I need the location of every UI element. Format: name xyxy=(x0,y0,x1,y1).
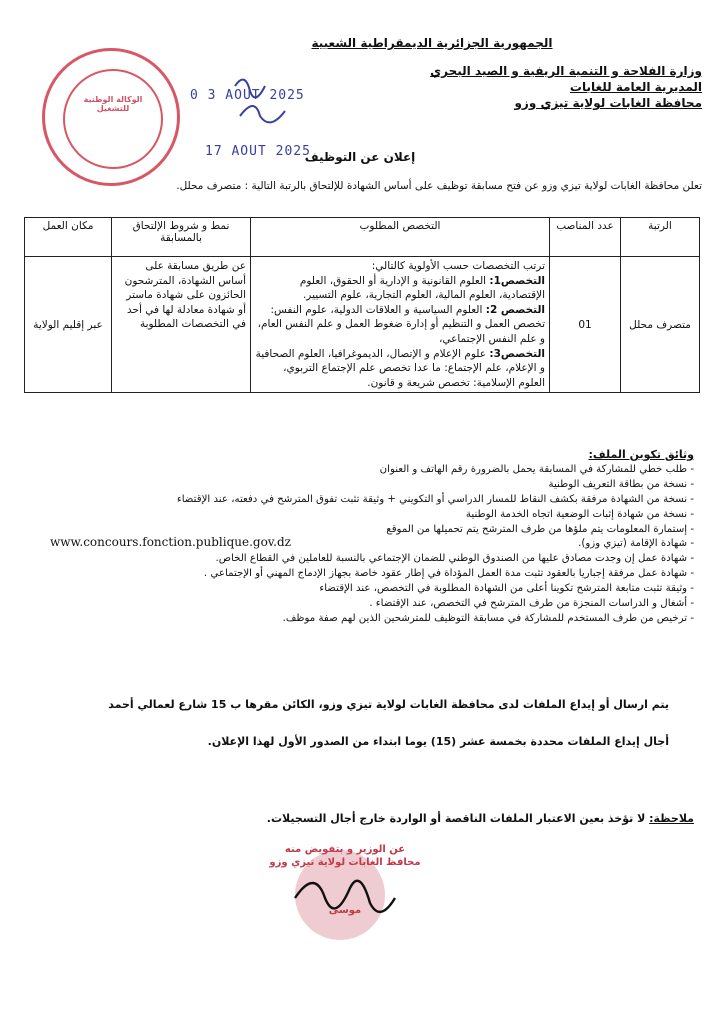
announcement-title: إعلان عن التوظيف xyxy=(304,150,416,164)
round-stamp-text: الوكالة الوطنية للتشغيل xyxy=(83,95,143,113)
spec1-text: العلوم القانونية و الإدارية أو الحقوق، العلوم الإقتصادية، العلوم المالية، العلوم التجارية، علوم التسيير. xyxy=(299,274,545,302)
round-stamp xyxy=(42,48,180,186)
documents-title: وثائق تكوين الملف: xyxy=(588,448,694,461)
spec-intro: ترتب التخصصات حسب الأولوية كالتالي: xyxy=(371,260,545,272)
spec1-label: التخصص1: xyxy=(489,274,545,287)
remark-text: لا تؤخذ بعين الاعتبار الملفات الناقصة أو الواردة خارج أجال التسجيلات. xyxy=(266,812,646,825)
cell-grade: متصرف محلل xyxy=(621,257,700,393)
deadline-notice: أجال إيداع الملفات محددة بخمسة عشر (15) يوما ابتداء من الصدور الأول لهذا الإعلان. xyxy=(207,735,669,748)
intro-paragraph: تعلن محافظة الغابات لولاية تيزي وزو عن فتح مسابقة توظيف على أساس الشهادة للإلتحاق بالرتبة التالية : متصرف محلل. xyxy=(176,180,702,192)
remark-label: ملاحظة: xyxy=(649,812,694,825)
col-conditions: نمط و شروط الإلتحاق بالمسابقة xyxy=(112,218,251,257)
spec3-text: علوم الإعلام و الإتصال، الديموغرافيا، العلوم الصحافية و الإعلام، علم الإجتماع: ما عدا تخصص علم الإجتماع التربوي، العلوم الإسلامية: تخصص شريعة و قانون. xyxy=(255,347,545,389)
ministry-name: وزارة الفلاحة و التنمية الريفية و الصيد البحري xyxy=(430,64,702,78)
table-row xyxy=(25,257,700,393)
round-stamp-inner-ring xyxy=(63,69,163,169)
list-item: - وثيقة تثبت متابعة المترشح تكوينا أعلى من الشهادة المطلوبة في التخصص، عند الإقتضاء xyxy=(319,583,694,595)
col-workplace: مكان العمل xyxy=(25,218,112,257)
col-grade: الرتبة xyxy=(621,218,700,257)
conservation-name: محافظة الغابات لولاية تيزي وزو xyxy=(514,96,702,110)
list-item: - نسخة من الشهادة مرفقة بكشف النقاط للمسار الدراسي أو التكويني + وثيقة تثبت تفوق المترشح في دفعته، عند الإقتضاء xyxy=(176,493,694,505)
spec2-text: العلوم السياسية و العلاقات الدولية، علوم النفس: تخصص العمل و التنظيم أو إدارة ضغوط العمل و علم النفس العام، و علم النفس الإجتماعي، xyxy=(257,303,545,345)
submission-notice: يتم ارسال أو إيداع الملفات لدى محافظة الغابات لولاية تيزي وزو، الكائن مقرها ب 15 شارع لعمالي أحمد xyxy=(108,698,669,711)
list-item: - طلب خطي للمشاركة في المسابقة يحمل بالضرورة رقم الهاتف و العنوان xyxy=(379,463,694,475)
received-date-stamp: 0 3 AOUT 2025 xyxy=(190,88,305,103)
handwritten-initials xyxy=(225,66,295,136)
list-item: - شهادة عمل إن وجدت مصادق عليها من الصندوق الوطني للضمان الإجتماعي بالنسبة للعاملين في القطاع الخاص. xyxy=(215,553,694,565)
cell-conditions: عن طريق مسابقة على أساس الشهادة، المترشحون الحائزون على شهادة ماستر أو شهادة معادلة لها في أحد في التخصصات المطلوبة xyxy=(112,257,251,393)
signature-line-2: محافظ الغابات لولاية تيزي وزو xyxy=(269,857,421,868)
cell-speciality xyxy=(251,257,550,393)
signature-block xyxy=(250,842,440,916)
list-item: - إستمارة المعلومات يتم ملؤها من طرف المترشح يتم تحميلها من الموقع xyxy=(386,523,694,535)
list-item: - شهادة عمل مرفقة إجباريا بالعقود تثبت مدة العمل المؤداة في إطار عقود خاصة بجهاز الإدماج المهني أو الإجتماعي . xyxy=(203,568,694,580)
list-item: - ترخيص من طرف المستخدم للمشاركة في مسابقة التوظيف للمترشحين الذين لهم صفة موظف. xyxy=(282,612,694,624)
signature-line-1: عن الوزير و بتفويض منه xyxy=(284,844,406,855)
cell-workplace: عبر إقليم الولاية xyxy=(25,257,112,393)
jobs-table xyxy=(24,217,700,393)
signature-name: موسى xyxy=(328,905,362,916)
remark xyxy=(267,812,694,825)
list-item: - أشغال و الدراسات المنجزة من طرف المترشح في التخصص، عند الإقتضاء . xyxy=(369,598,694,610)
directorate-name: المديرية العامة للغابات xyxy=(569,80,702,94)
col-positions: عدد المناصب xyxy=(550,218,621,257)
website-link[interactable]: www.concours.fonction.publique.gov.dz xyxy=(50,535,291,549)
col-speciality: التخصص المطلوب xyxy=(251,218,550,257)
list-item: - نسخة من بطاقة التعريف الوطنية xyxy=(548,478,694,490)
list-item: - شهادة الإقامة (تيزي وزو). xyxy=(578,538,694,550)
list-item: - نسخة من شهادة إثبات الوضعية اتجاه الخدمة الوطنية xyxy=(465,508,694,520)
issued-date-stamp: 17 AOUT 2025 xyxy=(205,144,311,159)
spec2-label: التخصص 2: xyxy=(485,303,545,316)
spec3-label: التخصص3: xyxy=(489,347,545,360)
cell-positions: 01 xyxy=(550,257,621,393)
republic-title: الجمهورية الجزائرية الديمقراطية الشعبية xyxy=(311,36,553,50)
